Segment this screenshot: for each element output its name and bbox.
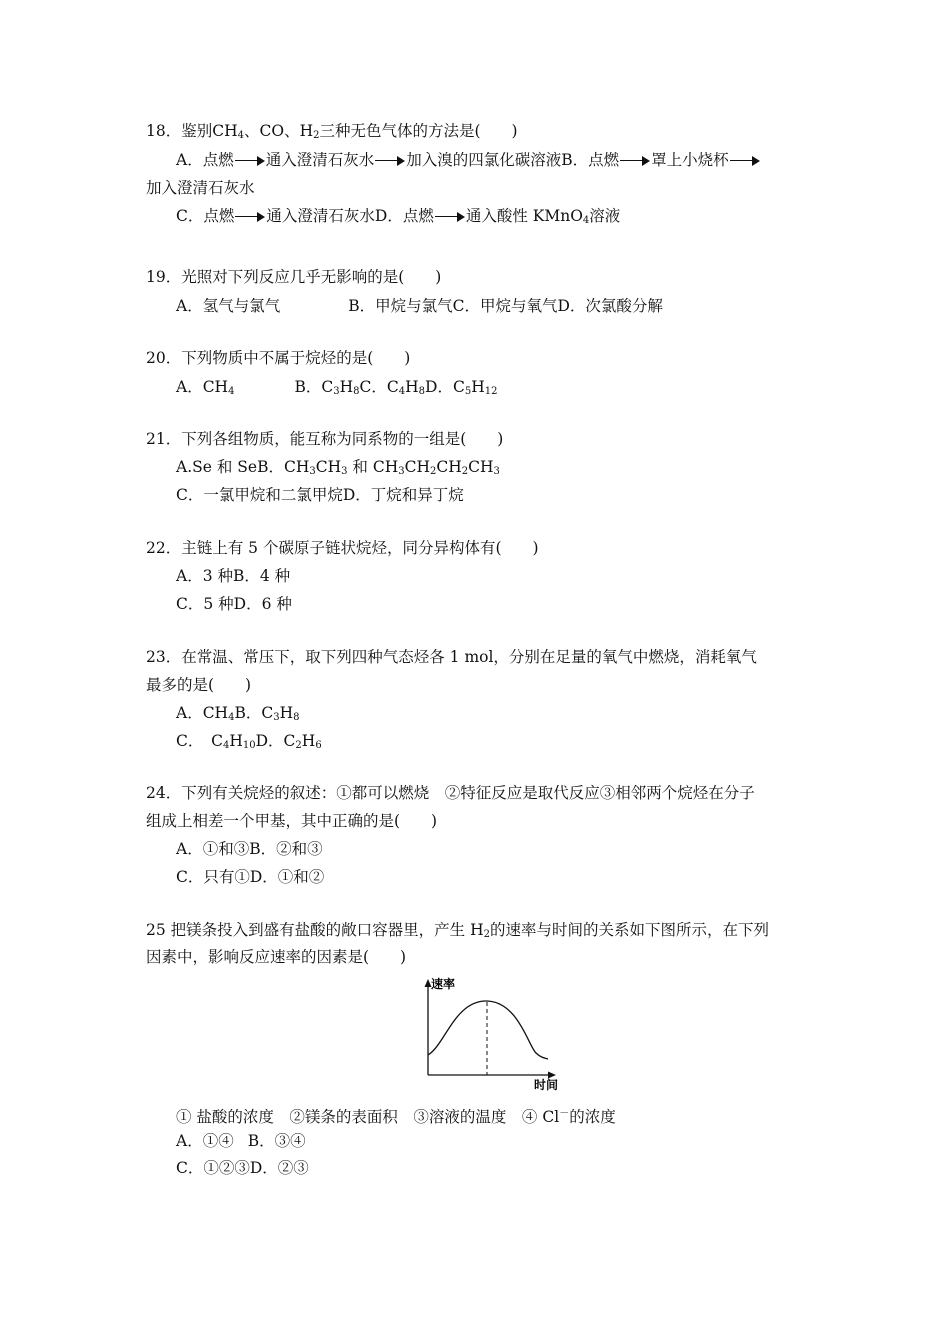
- arrow-icon: [375, 156, 405, 166]
- q21-options-cd: C．一氯甲烷和二氯甲烷D．丁烷和异丁烷: [176, 486, 464, 504]
- q18-options-cd: C．点燃 通入澄清石灰水D．点燃 通入酸性 KMnO$_4$溶液: [176, 207, 621, 226]
- y-axis-label: 速率: [431, 977, 456, 991]
- arrow-icon: [435, 212, 465, 222]
- q22-options-cd: C．5 种D．6 种: [176, 595, 292, 613]
- arrow-icon: [730, 156, 760, 166]
- q24-stem-line1: 24．下列有关烷烃的叙述：①都可以燃烧 ②特征反应是取代反应③相邻两个烷烃在分子: [146, 784, 755, 802]
- q23-options-cd: C． $C_4H_{10}D$．$C_2H_6$: [176, 732, 322, 751]
- q18-stem: 18．鉴别$CH_4$、CO、$H_2$三种无色气体的方法是( ): [146, 122, 518, 141]
- q24-options-ab: A．①和③B．②和③: [176, 840, 323, 858]
- q23-options-ab: A．$CH_4B$．$C_3H_8$: [176, 704, 300, 723]
- q18-option-b-cont: 加入澄清石灰水: [146, 179, 255, 197]
- rate-curve: [428, 1001, 548, 1059]
- q25-stem-line1: 25 把镁条投入到盛有盐酸的敞口容器里，产生 $H_2$的速率与时间的关系如下图所示，在下列: [146, 921, 769, 940]
- q21-stem: 21．下列各组物质，能互称为同系物的一组是( ): [146, 430, 504, 448]
- q21-options-ab: A.Se 和 SeB．$CH_3CH_3$ 和 $CH_3CH_2CH_2CH_3$: [176, 458, 500, 477]
- arrow-icon: [235, 156, 265, 166]
- q20-stem: 20．下列物质中不属于烷烃的是( ): [146, 349, 411, 367]
- arrow-icon: [620, 156, 650, 166]
- q23-stem-line1: 23．在常温、常压下，取下列四种气态烃各 1 mol，分别在足量的氧气中燃烧，消耗氧气: [146, 648, 757, 666]
- q25-options-ab: A．①④ B．③④: [176, 1132, 306, 1150]
- x-axis-label: 时间: [534, 1078, 559, 1092]
- q24-stem-line2: 组成上相差一个甲基，其中正确的是( ): [146, 812, 438, 830]
- q19-options: A．氢气与氯气 B．甲烷与氯气C．甲烷与氧气D．次氯酸分解: [176, 297, 663, 315]
- q25-stem-line2: 因素中，影响反应速率的因素是( ): [146, 948, 407, 966]
- q25-options-cd: C．①②③D．②③: [176, 1159, 309, 1177]
- q23-stem-line2: 最多的是( ): [146, 676, 252, 694]
- q24-options-cd: C．只有①D．①和②: [176, 868, 325, 886]
- q25-factors: ① 盐酸的浓度 ②镁条的表面积 ③溶液的温度 ④ Cl－的浓度: [176, 1108, 616, 1126]
- q20-options: A．$CH_4$ B．$C_3H_8C$．$C_4H_8D$．$C_5H_{12}$: [176, 378, 498, 397]
- q22-stem: 22．主链上有 5 个碳原子链状烷烃，同分异构体有( ): [146, 539, 539, 557]
- arrow-icon: [235, 212, 265, 222]
- rate-time-graph: [400, 975, 570, 1095]
- q19-stem: 19．光照对下列反应几乎无影响的是( ): [146, 268, 442, 286]
- q22-options-ab: A．3 种B．4 种: [176, 567, 291, 585]
- q18-options-ab: A．点燃 通入澄清石灰水 加入溴的四氯化碳溶液B．点燃 罩上小烧杯: [176, 150, 761, 170]
